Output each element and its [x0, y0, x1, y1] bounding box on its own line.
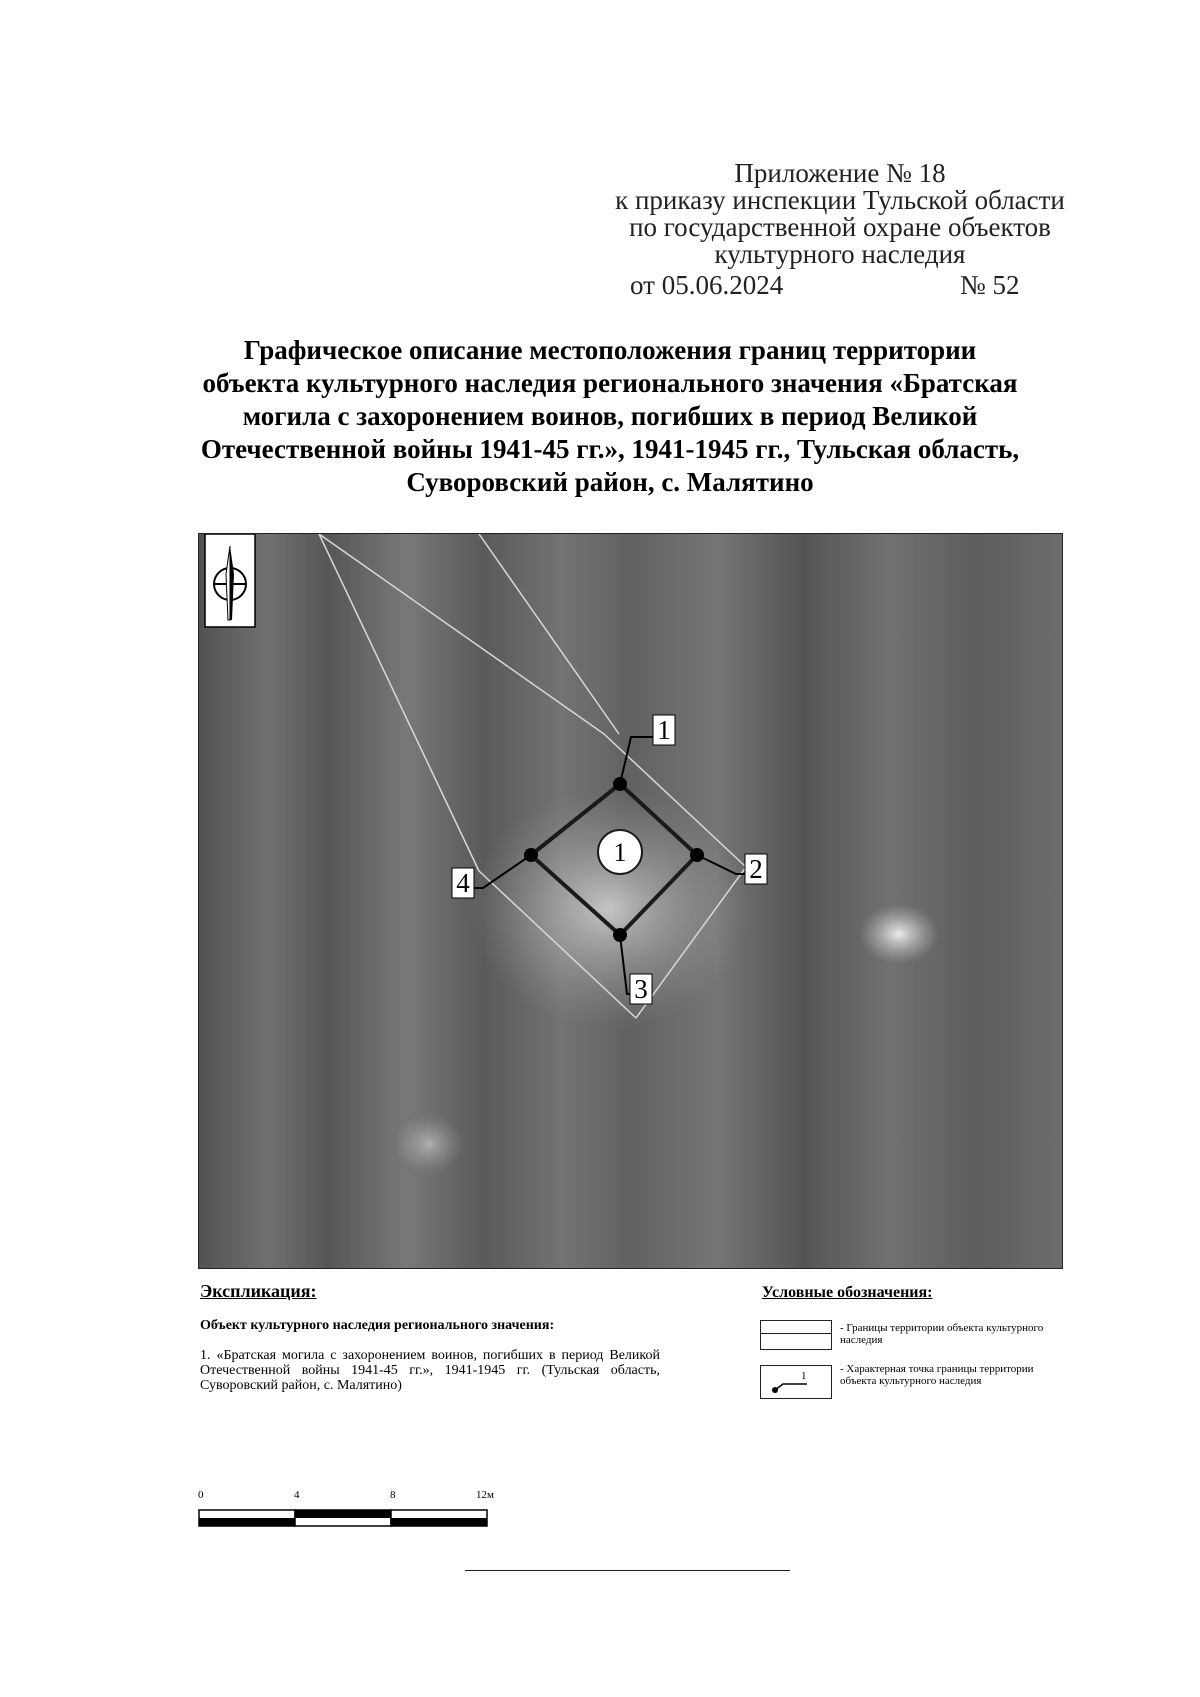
point-label-2: 2	[749, 854, 763, 884]
legend-point-symbol	[760, 1365, 832, 1399]
annex-line: к приказу инспекции Тульской области	[615, 185, 1065, 215]
map-view	[198, 533, 1063, 1269]
imagery-bright-spot	[859, 904, 939, 964]
scale-bar	[198, 1488, 508, 1532]
point-label-4: 4	[456, 868, 470, 898]
order-date: от 05.06.2024	[630, 270, 784, 300]
annex-line: Приложение № 18	[734, 158, 946, 188]
point-label-3: 3	[634, 974, 648, 1004]
title-line: Отечественной войны 1941-45 гг.», 1941-1945 гг., Тульская область,	[200, 434, 1020, 464]
title-line: Графическое описание местоположения границ территории	[243, 335, 977, 365]
explication-item: 1. «Братская могила с захоронением воинов, погибших в период Великой Отечественной войны 1941-45 гг.», 1941-1945 гг. (Тульская область, Суворовский район, с. Малятино)	[200, 1348, 660, 1393]
scale-label-8: 8	[390, 1489, 396, 1501]
title-line: могила с захоронением воинов, погибших в период Великой	[242, 401, 978, 431]
legend-boundary-text: - Границы территории объекта культурного наследия	[840, 1322, 1044, 1346]
scale-label-12: 12м	[476, 1489, 494, 1501]
scale-label-0: 0	[198, 1489, 204, 1501]
annex-line: по государственной охране объектов	[629, 212, 1051, 242]
explication-subheading: Объект культурного наследия регионального значения:	[200, 1318, 555, 1333]
legend-point-text: - Характерная точка границы территории объекта культурного наследия	[840, 1363, 1034, 1387]
title-line: Суворовский район, с. Малятино	[406, 467, 814, 497]
legend-point-icon	[761, 1366, 831, 1398]
map-canvas	[199, 534, 1062, 1268]
object-marker-label: 1	[613, 838, 627, 867]
scale-label-4: 4	[294, 1489, 300, 1501]
footer-divider	[465, 1570, 790, 1571]
point-label-1: 1	[657, 715, 671, 745]
annex-block	[580, 160, 1100, 268]
annex-line: культурного наследия	[714, 239, 966, 269]
north-arrow-icon	[205, 534, 255, 627]
order-date-row	[630, 270, 1030, 301]
legend-boundary-symbol	[760, 1320, 832, 1350]
order-number: № 52	[960, 270, 1020, 300]
page-title	[150, 334, 1070, 499]
title-line: объекта культурного наследия регионального значения «Братская	[202, 368, 1018, 398]
explication-heading: Экспликация:	[200, 1281, 317, 1301]
legend-point-sample-label: 1	[801, 1370, 807, 1382]
legend-heading: Условные обозначения:	[762, 1284, 933, 1301]
